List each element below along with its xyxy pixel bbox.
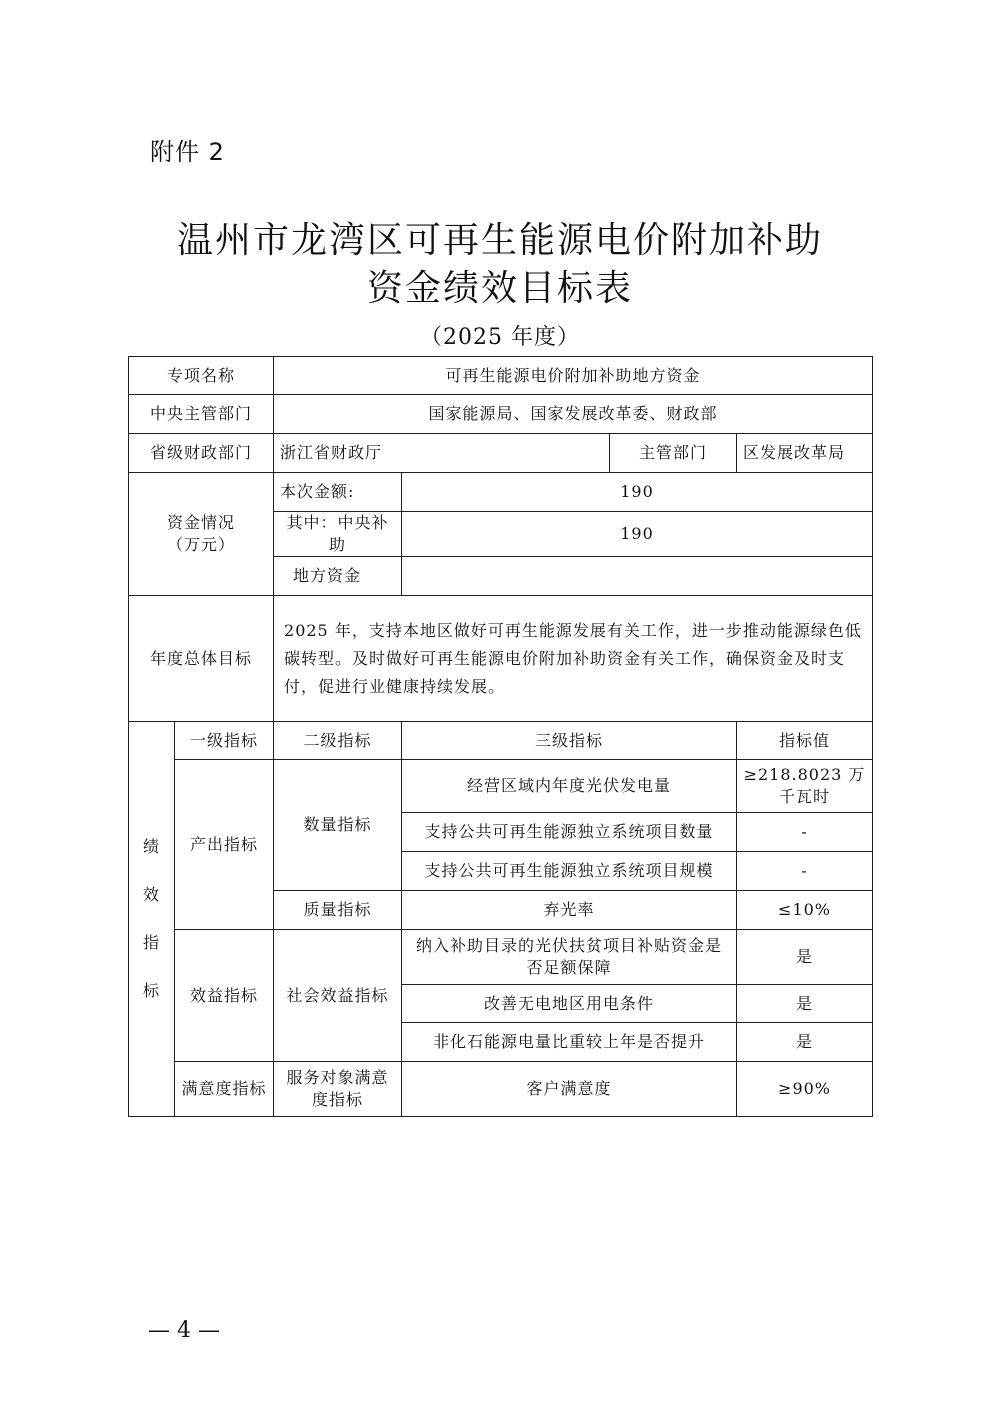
performance-target-table [128,356,873,1117]
indicator-name: 纳入补助目录的光伏扶贫项目补贴资金是否足额保障 [402,930,737,985]
indicator-value: ≥218.8023 万千瓦时 [737,760,873,813]
funds-label-line2: （万元） [167,535,236,554]
project-name-value: 可再生能源电价附加补助地方资金 [274,357,873,395]
funds-label-line1: 资金情况 [167,513,236,532]
funds-central-value: 190 [402,512,873,557]
supervisor-label: 主管部门 [610,434,737,473]
indicator-name: 非化石能源电量比重较上年是否提升 [402,1023,737,1062]
indicator-value: 是 [737,985,873,1023]
header-level1: 一级指标 [175,722,274,760]
annual-goal-label: 年度总体目标 [129,596,274,722]
indicator-value: - [737,852,873,891]
document-title-line1: 温州市龙湾区可再生能源电价附加补助 [176,220,823,261]
performance-indicators-text: 绩效指标 [142,837,160,1000]
attachment-label: 附件 2 [150,138,225,166]
table-row [129,395,873,434]
project-name-label: 专项名称 [129,357,274,395]
indicator-name: 经营区域内年度光伏发电量 [402,760,737,813]
annual-goal-text: 2025 年，支持本地区做好可再生能源发展有关工作，进一步推动能源绿色低碳转型。及时做好可再生能源电价附加补助资金有关工作，确保资金及时支付，促进行业健康持续发展。 [274,596,873,722]
funds-local-label: 地方资金 [274,557,402,596]
indicator-name: 支持公共可再生能源独立系统项目数量 [402,813,737,852]
social-benefit-indicator-label: 社会效益指标 [274,930,402,1062]
page-number: — 4 — [148,1318,220,1343]
indicator-name: 客户满意度 [402,1062,737,1117]
indicator-name: 弃光率 [402,891,737,930]
funds-total-label: 本次金额: [274,473,402,512]
header-level2: 二级指标 [274,722,402,760]
quantity-indicator-label: 数量指标 [274,760,402,891]
supervisor-value: 区发展改革局 [737,434,873,473]
document-title-line2: 资金绩效目标表 [366,268,633,309]
indicator-value: 是 [737,930,873,985]
table-row [129,722,873,760]
indicator-name: 改善无电地区用电条件 [402,985,737,1023]
central-dept-value: 国家能源局、国家发展改革委、财政部 [274,395,873,434]
quality-indicator-label: 质量指标 [274,891,402,930]
header-value: 指标值 [737,722,873,760]
table-row [129,1062,873,1117]
funds-total-value: 190 [402,473,873,512]
indicator-value: ≥90% [737,1062,873,1117]
service-satisfaction-label: 服务对象满意度指标 [274,1062,402,1117]
header-level3: 三级指标 [402,722,737,760]
central-dept-label: 中央主管部门 [129,395,274,434]
indicator-value: 是 [737,1023,873,1062]
table-row [129,596,873,722]
funds-central-label: 其中：中央补助 [274,512,402,557]
table-row [129,434,873,473]
provincial-dept-value: 浙江省财政厅 [274,434,610,473]
year-label: （2025 年度） [420,325,580,350]
funds-local-value [402,557,873,596]
performance-indicators-label [129,722,175,1117]
table-row [129,760,873,813]
indicator-value: - [737,813,873,852]
indicator-name: 支持公共可再生能源独立系统项目规模 [402,852,737,891]
table-row [129,930,873,985]
table-row [129,357,873,395]
provincial-dept-label: 省级财政部门 [129,434,274,473]
table-row [129,473,873,512]
output-indicator-label: 产出指标 [175,760,274,930]
indicator-value: ≤10% [737,891,873,930]
funds-label [129,473,274,596]
satisfaction-indicator-label: 满意度指标 [175,1062,274,1117]
benefit-indicator-label: 效益指标 [175,930,274,1062]
